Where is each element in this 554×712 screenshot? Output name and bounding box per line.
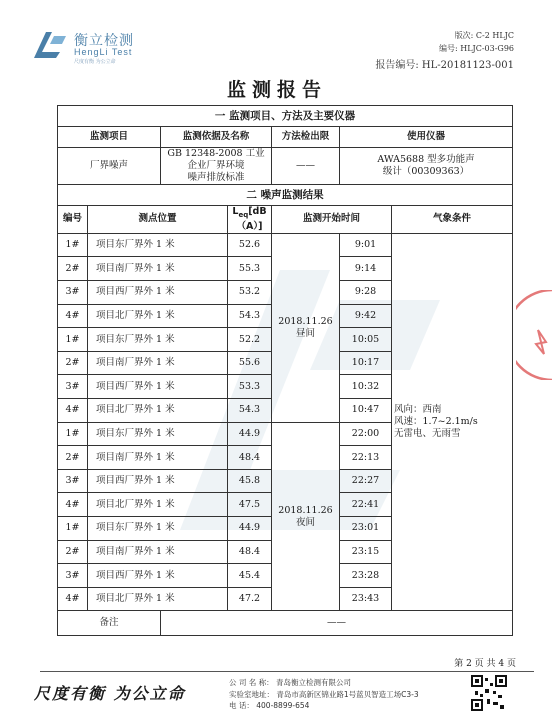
leq-value: 45.4 [228, 564, 272, 588]
monitoring-item: 厂界噪声 [58, 148, 161, 185]
leq-value: 55.6 [228, 351, 272, 375]
header-location: 测点位置 [88, 206, 228, 234]
header-monitoring-item: 监测项目 [58, 127, 161, 148]
point-number: 3# [58, 281, 88, 305]
header-basis: 监测依据及名称 [161, 127, 272, 148]
point-location: 项目西厂界外 1 米 [88, 469, 228, 493]
leq-value: 54.3 [228, 399, 272, 423]
day-period: 2018.11.26 昼间 [272, 233, 340, 422]
point-location: 项目北厂界外 1 米 [88, 304, 228, 328]
point-number: 1# [58, 328, 88, 352]
point-location: 项目东厂界外 1 米 [88, 517, 228, 541]
start-time: 10:05 [340, 328, 392, 352]
point-location: 项目东厂界外 1 米 [88, 328, 228, 352]
report-title: 监测报告 [226, 79, 327, 101]
point-location: 项目北厂界外 1 米 [88, 399, 228, 423]
leq-value: 45.8 [228, 469, 272, 493]
point-location: 项目北厂界外 1 米 [88, 493, 228, 517]
instrument: AWA5688 型多功能声 级计（00309363） [340, 148, 513, 185]
point-number: 2# [58, 540, 88, 564]
start-time: 22:00 [340, 422, 392, 446]
version-label: 版次: C-2 HLJC [454, 31, 514, 40]
start-time: 9:01 [340, 233, 392, 257]
start-time: 9:14 [340, 257, 392, 281]
page-number: 第 2 页 共 4 页 [454, 659, 516, 669]
start-time: 10:32 [340, 375, 392, 399]
leq-value: 48.4 [228, 540, 272, 564]
point-location: 项目南厂界外 1 米 [88, 351, 228, 375]
point-location: 项目东厂界外 1 米 [88, 233, 228, 257]
note-value: —— [161, 611, 513, 636]
point-number: 3# [58, 469, 88, 493]
footer-phone: 电 话： 400-8899-654 [229, 701, 310, 710]
point-number: 2# [58, 351, 88, 375]
leq-value: 44.9 [228, 422, 272, 446]
footer-divider [40, 671, 534, 672]
report-number: 报告编号: HL-20181123-001 [375, 60, 514, 71]
table-row [58, 233, 513, 257]
point-location: 项目南厂界外 1 米 [88, 540, 228, 564]
qr-code-icon [471, 675, 507, 711]
start-time: 9:28 [340, 281, 392, 305]
header-leq: $L_{eq}[dB(A)]$ [228, 206, 272, 234]
leq-value: 52.2 [228, 328, 272, 352]
point-number: 4# [58, 587, 88, 611]
point-number: 2# [58, 446, 88, 470]
point-location: 项目西厂界外 1 米 [88, 564, 228, 588]
leq-value: 47.5 [228, 493, 272, 517]
point-location: 项目北厂界外 1 米 [88, 587, 228, 611]
weather-conditions: 风向：西南 风速：1.7~2.1m/s 无雷电、无雨雪 [392, 233, 513, 611]
detection-limit: —— [272, 148, 340, 185]
seal-stamp-icon [516, 290, 552, 380]
start-time: 10:47 [340, 399, 392, 423]
header-number: 编号 [58, 206, 88, 234]
company-logo-icon [30, 28, 70, 64]
start-time: 23:43 [340, 587, 392, 611]
point-number: 3# [58, 564, 88, 588]
footer-slogan: 尺度有衡 为公立命 [34, 684, 186, 703]
leq-value: 53.2 [228, 281, 272, 305]
point-number: 4# [58, 399, 88, 423]
start-time: 22:27 [340, 469, 392, 493]
point-number: 4# [58, 304, 88, 328]
note-label: 备注 [58, 611, 161, 636]
leq-value: 53.3 [228, 375, 272, 399]
leq-value: 48.4 [228, 446, 272, 470]
point-location: 项目东厂界外 1 米 [88, 422, 228, 446]
monitoring-basis: GB 12348-2008 工业企业厂界环境 噪声排放标准 [161, 148, 272, 185]
start-time: 22:13 [340, 446, 392, 470]
point-location: 项目南厂界外 1 米 [88, 257, 228, 281]
point-location: 项目南厂界外 1 米 [88, 446, 228, 470]
point-location: 项目西厂界外 1 米 [88, 375, 228, 399]
leq-value: 55.3 [228, 257, 272, 281]
section1-title: 一 监测项目、方法及主要仪器 [58, 106, 513, 127]
logo-name-cn: 衡立检测 [74, 33, 134, 49]
point-number: 1# [58, 422, 88, 446]
header-weather: 气象条件 [392, 206, 513, 234]
logo-name-en: HengLi Test [74, 47, 133, 57]
night-period: 2018.11.26 夜间 [272, 422, 340, 611]
footer-address: 实验室地址： 青岛市高新区锦业路1号蓝贝智造工场C3-3 [229, 690, 419, 699]
leq-value: 44.9 [228, 517, 272, 541]
leq-value: 47.2 [228, 587, 272, 611]
header-detection-limit: 方法检出限 [272, 127, 340, 148]
footer-company: 公 司 名 称： 青岛衡立检测有限公司 [229, 678, 352, 687]
start-time: 22:41 [340, 493, 392, 517]
section2-title: 二 噪声监测结果 [58, 185, 513, 206]
start-time: 23:28 [340, 564, 392, 588]
start-time: 23:01 [340, 517, 392, 541]
start-time: 23:15 [340, 540, 392, 564]
logo-slogan: 尺度有衡 为公立命 [74, 59, 116, 65]
start-time: 9:42 [340, 304, 392, 328]
start-time: 10:17 [340, 351, 392, 375]
point-number: 4# [58, 493, 88, 517]
leq-value: 52.6 [228, 233, 272, 257]
point-number: 2# [58, 257, 88, 281]
point-number: 1# [58, 517, 88, 541]
report-table [57, 105, 513, 636]
leq-value: 54.3 [228, 304, 272, 328]
point-number: 3# [58, 375, 88, 399]
document-number: 编号: HLJC-03-G96 [438, 44, 514, 53]
header-start-time: 监测开始时间 [272, 206, 392, 234]
point-location: 项目西厂界外 1 米 [88, 281, 228, 305]
point-number: 1# [58, 233, 88, 257]
header-instrument: 使用仪器 [340, 127, 513, 148]
